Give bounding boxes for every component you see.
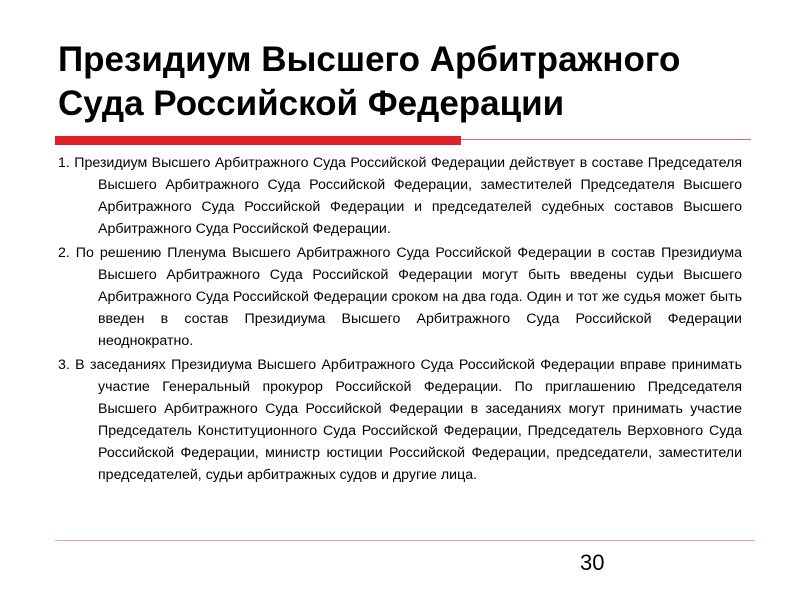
paragraph-3: 3. В заседаниях Президиума Высшего Арбитражного Суда Российской Федерации вправе принимать участие Генеральный прокурор Российской Федерации. По приглашению Председателя Высшего Арбитражного Суда Российской Федерации в заседаниях могут принимать участие Председатель Конституционного Суда Российской Федерации, Председатель Верховного Суда Российской Федерации, министр юстиции Российской Федерации, председатели, заместители председателей, судьи арбитражных судов и другие лица.: [58, 357, 742, 483]
title-underline-rule: [461, 139, 751, 140]
paragraph-2: 2. По решению Пленума Высшего Арбитражного Суда Российской Федерации в состав Президиума Высшего Арбитражного Суда Российской Федерации могут быть введены судьи Высшего Арбитражного Суда Российской Федерации сроком на два года. Один и тот же судья может быть введен в состав Президиума Высшего Арбитражного Суда Российской Федерации неоднократно.: [58, 245, 742, 349]
slide-title-line-1: Президиум Высшего Арбитражного: [58, 40, 681, 79]
paragraph-1: 1. Президиум Высшего Арбитражного Суда Российской Федерации действует в составе Председателя Высшего Арбитражного Суда Российской Федерации, заместителей Председателя Высшего Арбитражного Суда Российской Федерации и председателей судебных составов Высшего Арбитражного Суда Российской Федерации.: [58, 155, 742, 237]
slide-body: [58, 152, 742, 488]
slide-title-line-2: Суда Российской Федерации: [58, 84, 565, 123]
slide-title: [58, 38, 758, 126]
page-number: 30: [580, 550, 605, 575]
footer-divider: [55, 540, 755, 541]
title-underline-accent: [55, 136, 461, 145]
